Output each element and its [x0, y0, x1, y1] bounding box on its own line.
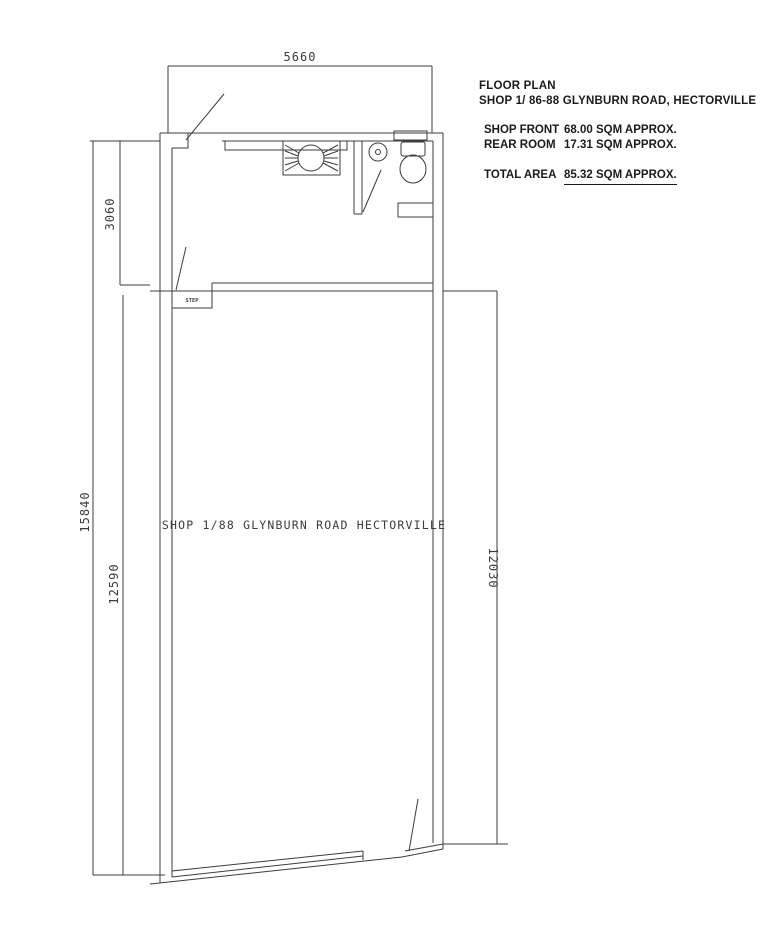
dim-label-rear-depth: 3060	[103, 197, 117, 231]
shopfront-outer-line	[150, 857, 402, 884]
hand-basin	[369, 143, 387, 161]
shopfront-glazing-line-2	[172, 851, 363, 871]
shopfront	[150, 844, 443, 884]
hand-basin-drain	[376, 150, 381, 155]
area-value: 17.31 SQM APPROX.	[564, 139, 677, 151]
room-label: SHOP 1/88 GLYNBURN ROAD HECTORVILLE	[161, 518, 447, 532]
dim-line-top-width	[168, 66, 432, 133]
step-label: STEP	[185, 298, 199, 304]
dim-label-overall-depth: 15840	[78, 491, 92, 533]
toilet-cistern	[401, 142, 425, 156]
toilet-bowl	[400, 155, 426, 183]
fixtures	[225, 131, 433, 217]
walls	[150, 133, 443, 883]
area-value: 68.00 SQM APPROX.	[564, 124, 677, 136]
front-entry-door-leaf	[409, 799, 418, 851]
sink-hatching	[285, 145, 338, 171]
sink-bowl	[298, 145, 324, 171]
wall-niche	[398, 203, 433, 217]
doors	[176, 94, 418, 851]
dim-label-shop-depth-left: 12590	[107, 563, 121, 605]
wc-shelf	[394, 131, 427, 140]
area-label: SHOP FRONT	[484, 124, 560, 136]
top-left-corner	[172, 133, 188, 148]
total-label: TOTAL AREA	[484, 169, 557, 181]
area-label: REAR ROOM	[484, 139, 556, 151]
entry-threshold	[402, 844, 443, 857]
dim-label-top-width: 5660	[283, 50, 317, 64]
step-outline	[172, 283, 212, 308]
drawing-title: FLOOR PLAN	[479, 80, 556, 92]
drawing-subtitle: SHOP 1/ 86-88 GLYNBURN ROAD, HECTORVILLE	[479, 95, 757, 107]
wc-partition-wall	[354, 141, 362, 214]
step	[172, 283, 212, 308]
dim-line-rear-depth	[120, 141, 150, 285]
wc-door-swing	[363, 170, 381, 212]
dim-label-shop-depth-right: 12030	[486, 547, 500, 589]
step-door-swing	[176, 247, 186, 290]
shopfront-glazing-line-1	[172, 856, 363, 877]
total-value: 85.32 SQM APPROX.	[564, 168, 677, 185]
